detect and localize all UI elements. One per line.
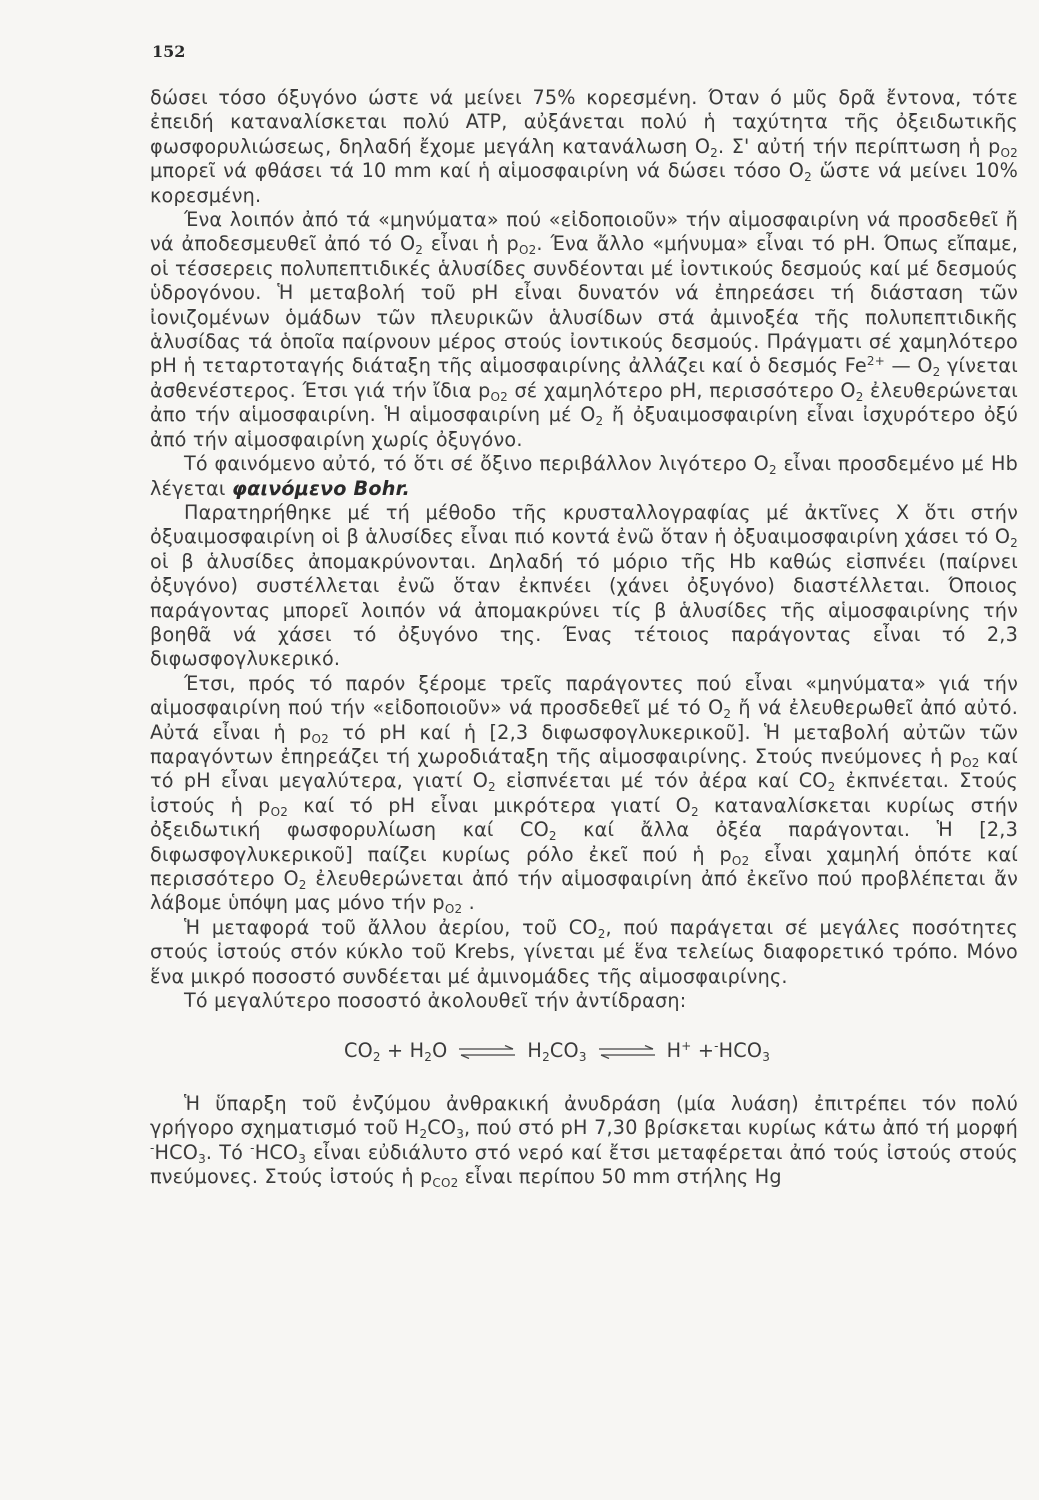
paragraph-4: Παρατηρήθηκε μέ τή μέθοδο τῆς κρυσταλλογραφίας μέ ἀκτῖνες X ὅτι στήν ὀξυαιμοσφαιρίνη οἱ β ἁλυσίδες εἶναι πιό κοντά ἐνῶ ὅταν ἡ ὀξυαιμοσφαιρίνη χάσει τό $O_2$ οἱ β ἁλυσίδες ἀπομακρύνονται. Δηλαδή τό μόριο τῆς Hb καθώς εἰσπνέει (παίρνει ὀξυγόνο) συστέλλεται ἐνῶ ὅταν ἐκπνέει (χάνει ὀξυγόνο) διαστέλλεται. Όποιος παράγοντας μπορεῖ λοιπόν νά ἀπομακρύνει τίς β ἁλυσίδες τῆς αἱμοσφαιρίνης τήν βοηθᾶ νά χάσει τό ὀξυγόνο της. Ένας τέτοιος παράγοντας εἶναι τό 2,3 διφωσφογλυκερικό. (150, 500, 1018, 671)
equilibrium-arrow-icon (457, 1045, 517, 1059)
paragraph-6: Ἡ μεταφορά τοῦ ἄλλου ἀερίου, τοῦ $CO_2$, πού παράγεται σέ μεγάλες ποσότητες στούς ἰστούς στόν κύκλο τοῦ Krebs, γίνεται μέ ἕνα τελείως διαφορετικό τρόπο. Μόνο ἕνα μικρό ποσοστό συνδέεται μέ ἀμινομάδες τῆς αἱμοσφαιρίνης. (150, 915, 1018, 988)
paragraph-7: Τό μεγαλύτερο ποσοστό ἀκολουθεῖ τήν ἀντίδραση: (184, 989, 687, 1013)
paragraph-1: δώσει τόσο όξυγόνο ώστε νά μείνει 75% κορεσμένη. Όταν ό μῦς δρᾶ ἔντονα, τότε ἐπειδή καταναλίσκεται πολύ ATP, αὐξάνεται πολύ ἡ ταχύτητα τῆς ὀξειδωτικῆς φωσφορυλιώσεως, δηλαδή ἔχομε μεγάλη κατανάλωση $O_2$. Σ' αὐτή τήν περίπτωση ἡ $p_{O2}$ μπορεῖ νά φθάσει τά 10 mm καί ἡ αἱμοσφαιρίνη νά δώσει τόσο $O_2$ ὥστε νά μείνει 10% κορεσμένη. (150, 86, 1019, 207)
paragraph-3: Τό φαινόμενο αὐτό, τό ὅτι σέ ὄξινο περιβάλλον λιγότερο $O_2$ εἶναι προσδεμένο μέ Hb λέγεται φαινόμενο Bohr. (150, 452, 1019, 500)
bohr-effect-term: φαινόμενο Bohr. (231, 476, 410, 500)
page-body (150, 86, 1018, 1189)
carbonic-acid-equation: $CO_2 + H_2O$ $H_2CO_3$ $H^+ +^-HCO_3$ (344, 1039, 771, 1065)
paragraph-8: Ἡ ὕπαρξη τοῦ ἐνζύμου ἀνθρακική ἀνυδράση (μία λυάση) ἐπιτρέπει τόν πολύ γρήγορο σχηματισμό τοῦ $H_2CO_3$, πού στό pH 7,30 βρίσκεται κυρίως κάτω ἀπό τή μορφή $^-HCO_3$. Τό $^-HCO_3$ εἶναι εὐδιάλυτο στό νερό καί ἔτσι μεταφέρεται ἀπό τούς ἰστούς στούς πνεύμονες. Στούς ἰστούς ἡ $p_{CO2}$ εἶναι περίπου 50 mm στήλης Hg (150, 1091, 1019, 1191)
page-number: 152 (152, 42, 186, 61)
equilibrium-arrow-icon (597, 1045, 657, 1059)
paragraph-5: Έτσι, πρός τό παρόν ξέρομε τρεῖς παράγοντες πού εἶναι «μηνύματα» γιά τήν αἱμοσφαιρίνη πού τήν «εἰδοποιοῦν» νά προσδεθεῖ μέ τό $O_2$ ἤ νά ἐλευθερωθεῖ ἀπό αὐτό. Αὐτά εἶναι ἡ $p_{O2}$ τό pH καί ἡ [2,3 διφωσφογλυκερικοῦ]. Ἡ μεταβολή αὐτῶν τῶν παραγόντων ἐπηρεάζει τή χωροδιάταξη τῆς αἱμοσφαιρίνης. Στούς πνεύμονες ἡ $p_{O2}$ καί τό pH εἶναι μεγαλύτερα, γιατί $O_2$ εἰσπνέεται μέ τόν ἀέρα καί $CO_2$ ἐκπνέεται. Στούς ἰστούς ἡ $p_{O2}$ καί τό pH εἶναι μικρότερα γιατί $O_2$ καταναλίσκεται κυρίως στήν ὀξειδωτική φωσφορυλίωση καί $CO_2$ καί ἄλλα ὀξέα παράγονται. Ἡ [2,3 διφωσφογλυκερικοῦ] παίζει κυρίως ρόλο ἐκεῖ πού ἡ $p_{O2}$ εἶναι χαμηλή ὁπότε καί περισσότερο $O_2$ ἐλευθερώνεται ἀπό τήν αἱμοσφαιρίνη ἀπό ἐκεῖνο πού προβλέπεται ἄν λάβομε ὑπόψη μας μόνο τήν $p_{O2}$ . (150, 671, 1018, 917)
paragraph-2: Ένα λοιπόν ἀπό τά «μηνύματα» πού «εἰδοποιοῦν» τήν αἱμοσφαιρίνη νά προσδεθεῖ ἤ νά ἀποδεσμευθεῖ ἀπό τό $O_2$ εἶναι ἡ $p_{O2}$. Ένα ἄλλο «μήνυμα» εἶναι τό pH. Όπως εἴπαμε, οἱ τέσσερεις πολυπεπτιδικές ἁλυσίδες συνδέονται μέ ἰοντικούς δεσμούς καί μέ δεσμούς ὑδρογόνου. Ἡ μεταβολή τοῦ pH εἶναι δυνατόν νά ἐπηρεάσει τή διάσταση τῶν ἰονιζομένων ὁμάδων τῶν πλευρικῶν ἁλυσίδων στά ἀμινοξέα τῆς πολυπεπτιδικῆς ἁλυσίδας τά ὁποῖα παίρνουν μέρος στούς ἰοντικούς δεσμούς. Πράγματι σέ χαμηλότερο pH ἡ τεταρτοταγής διάταξη τῆς αἱμοσφαιρίνης ἀλλάζει καί ὁ δεσμός $Fe^{2+}$ — $O_2$ γίνεται ἀσθενέστερος. Έτσι γιά τήν ἴδια $p_{O2}$ σέ χαμηλότερο pH, περισσότερο $O_2$ ἐλευθερώνεται ἀπο τήν αἱμοσφαιρίνη. Ἡ αἱμοσφαιρίνη μέ $O_2$ ἤ ὀξυαιμοσφαιρίνη εἶναι ἰσχυρότερο ὀξύ ἀπό τήν αἱμοσφαιρίνη χωρίς ὀξυγόνο. (150, 208, 1019, 451)
